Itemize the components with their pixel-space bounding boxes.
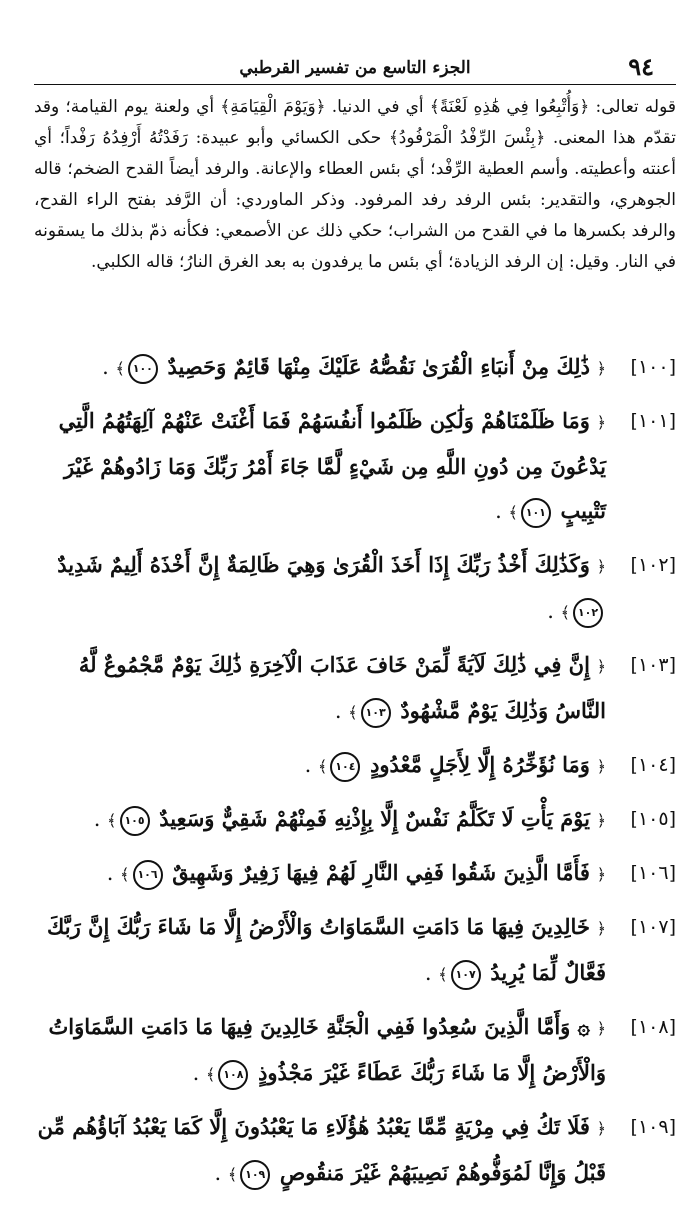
verse-row: [١٠٧] ﴿ خَالِدِينَ فِيهَا مَا دَامَتِ السَّمَاوَاتُ وَالْأَرْضُ إِلَّا مَا شَاءَ رَبُّكَ إِنَّ رَبَّكَ فَعَّالٌ لِّمَا يُرِيدُ ١٠٧﴾ .: [34, 905, 676, 997]
ornate-bracket-close: ﴾: [206, 1065, 216, 1084]
ayah-end-marker: ١٠٦: [133, 860, 163, 890]
verse-number: [١٠٧]: [630, 916, 676, 938]
ornate-bracket-close: ﴾: [120, 865, 130, 884]
ornate-bracket-open: ﴿: [596, 757, 606, 776]
ornate-bracket-close: ﴾: [560, 603, 570, 622]
ayah-end-marker: ١٠٢: [573, 598, 603, 628]
commentary-paragraph: [34, 92, 676, 278]
ornate-bracket-close: ﴾: [115, 359, 125, 378]
verse-text: خَالِدِينَ فِيهَا مَا دَامَتِ السَّمَاوَاتُ وَالْأَرْضُ إِلَّا مَا شَاءَ رَبُّكَ إِنَّ رَبَّكَ فَعَّالٌ لِّمَا يُرِيدُ: [47, 914, 606, 985]
ornate-bracket-open: ﴿: [596, 557, 606, 576]
ornate-bracket-close: ﴾: [227, 1165, 238, 1184]
verse-row: [١٠٥] ﴿ يَوْمَ يَأْتِ لَا تَكَلَّمُ نَفْسٌ إِلَّا بِإِذْنِهِ فَمِنْهُمْ شَقِيٌّ وَسَعِيدٌ ١٠٥﴾ .: [34, 797, 676, 843]
ornate-bracket-open: ﴿: [596, 1119, 606, 1138]
ornate-bracket-open: ﴿: [596, 811, 606, 830]
commentary-text: قوله تعالى: ﴿وَأُتْبِعُوا فِي هَٰذِهِ لَعْنَةً﴾ أي في الدنيا. ﴿وَيَوْمَ الْقِيَامَةِ﴾ أي ولعنة يوم القيامة؛ وقد تقدّم هذا المعنى. ﴿بِئْسَ الرِّفْدُ الْمَرْفُودُ﴾ حكى الكسائي وأبو عبيدة: رَفَدْتُهُ أَرْفِدُهُ رَفْداً؛ أي أعنته وأعطيته. وأسم العطية الرِّفْد؛ أي بئس العطاء والإعانة. والرفد أيضاً القدح الضخم؛ قاله الجوهري، والتقدير: بئس الرفد رفد المرفود. وذكر الماوردي: أن الرَّفد بفتح الراء القدح، والرفد بكسرها ما في القدح من الشراب؛ حكي ذلك عن الأصمعي: فكأنه ذمّ بذلك ما يسقونه في النار. وقيل: إن الرفد الزيادة؛ أي بئس ما يرفدون به بعد الغرق النارُ؛ قاله الكلبي.: [34, 97, 676, 272]
verse-text: فَلَا تَكُ فِي مِرْيَةٍ مِّمَّا يَعْبُدُ هَٰؤُلَاءِ مَا يَعْبُدُونَ إِلَّا كَمَا يَعْبُدُ آبَاؤُهُم مِّن قَبْلُ وَإِنَّا لَمُوَفُّوهُمْ نَصِيبَهُمْ غَيْرَ مَنقُوصٍ: [37, 1114, 606, 1185]
ornate-bracket-close: ﴾: [107, 811, 117, 830]
verse-text: وَمَا ظَلَمْنَاهُمْ وَلَٰكِن ظَلَمُوا أَنفُسَهُمْ فَمَا أَغْنَتْ عَنْهُمْ آلِهَتُهُمُ الَّتِي يَدْعُونَ مِن دُونِ اللَّهِ مِن شَيْءٍ لَّمَّا جَاءَ أَمْرُ رَبِّكَ وَمَا زَادُوهُمْ غَيْرَ تَتْبِيبٍ: [58, 408, 606, 523]
ornate-bracket-close: ﴾: [438, 965, 448, 984]
verse-text: وَمَا نُؤَخِّرُهُ إِلَّا لِأَجَلٍ مَّعْدُودٍ: [370, 752, 590, 777]
verse-number: [١٠٣]: [630, 654, 676, 676]
verse-number: [١٠٤]: [630, 754, 676, 776]
verse-row: [١٠٣] ﴿ إِنَّ فِي ذَٰلِكَ لَآيَةً لِّمَنْ خَافَ عَذَابَ الْآخِرَةِ ذَٰلِكَ يَوْمٌ مَّجْمُوعٌ لَّهُ النَّاسُ وَذَٰلِكَ يَوْمٌ مَّشْهُودٌ ١٠٣﴾ .: [34, 643, 676, 735]
running-title: الجزء التاسع من تفسير القرطبي: [239, 58, 471, 78]
verse-text: فَأَمَّا الَّذِينَ شَقُوا فَفِي النَّارِ لَهُمْ فِيهَا زَفِيرٌ وَشَهِيقٌ: [172, 860, 590, 885]
ayah-end-marker: ١٠١: [521, 498, 551, 528]
ornate-bracket-close: ﴾: [318, 757, 328, 776]
verse-text: ۞ وَأَمَّا الَّذِينَ سُعِدُوا فَفِي الْجَنَّةِ خَالِدِينَ فِيهَا مَا دَامَتِ السَّمَاوَاتُ وَالْأَرْضُ إِلَّا مَا شَاءَ رَبُّكَ عَطَاءً غَيْرَ مَجْذُوذٍ: [48, 1014, 606, 1085]
verse-number: [١٠٥]: [630, 808, 676, 830]
ornate-bracket-open: ﴿: [596, 919, 606, 938]
verse-row: [١٠٤] ﴿ وَمَا نُؤَخِّرُهُ إِلَّا لِأَجَلٍ مَّعْدُودٍ ١٠٤﴾ .: [34, 743, 676, 789]
ornate-bracket-close: ﴾: [508, 503, 518, 522]
verse-number: [١٠٦]: [630, 862, 676, 884]
ornate-bracket-close: ﴾: [348, 703, 358, 722]
verse-number: [١٠٩]: [630, 1116, 676, 1138]
ayah-end-marker: ١٠٧: [451, 960, 481, 990]
ayah-end-marker: ١٠٩: [240, 1160, 270, 1190]
verse-row: [١٠٠] ﴿ ذَٰلِكَ مِنْ أَنبَاءِ الْقُرَىٰ نَقُصُّهُ عَلَيْكَ مِنْهَا قَائِمٌ وَحَصِيدٌ ١٠٠﴾ .: [34, 345, 676, 391]
ornate-bracket-open: ﴿: [596, 657, 606, 676]
verse-number: [١٠١]: [630, 410, 676, 432]
verse-text: إِنَّ فِي ذَٰلِكَ لَآيَةً لِّمَنْ خَافَ عَذَابَ الْآخِرَةِ ذَٰلِكَ يَوْمٌ مَّجْمُوعٌ لَّهُ النَّاسُ وَذَٰلِكَ يَوْمٌ مَّشْهُودٌ: [78, 652, 606, 723]
ayah-end-marker: ١٠٥: [120, 806, 150, 836]
verse-row: [١٠٨] ﴿ ۞ وَأَمَّا الَّذِينَ سُعِدُوا فَفِي الْجَنَّةِ خَالِدِينَ فِيهَا مَا دَامَتِ السَّمَاوَاتُ وَالْأَرْضُ إِلَّا مَا شَاءَ رَبُّكَ عَطَاءً غَيْرَ مَجْذُوذٍ ١٠٨﴾ .: [34, 1005, 676, 1097]
verse-list: [34, 345, 676, 1205]
ornate-bracket-open: ﴿: [596, 865, 606, 884]
page-number: ٩٤: [628, 52, 654, 81]
verse-row: [١٠٦] ﴿ فَأَمَّا الَّذِينَ شَقُوا فَفِي النَّارِ لَهُمْ فِيهَا زَفِيرٌ وَشَهِيقٌ ١٠٦﴾ .: [34, 851, 676, 897]
verse-text: يَوْمَ يَأْتِ لَا تَكَلَّمُ نَفْسٌ إِلَّا بِإِذْنِهِ فَمِنْهُمْ شَقِيٌّ وَسَعِيدٌ: [159, 806, 590, 831]
verse-row: [١٠٩] ﴿ فَلَا تَكُ فِي مِرْيَةٍ مِّمَّا يَعْبُدُ هَٰؤُلَاءِ مَا يَعْبُدُونَ إِلَّا كَمَا يَعْبُدُ آبَاؤُهُم مِّن قَبْلُ وَإِنَّا لَمُوَفُّوهُمْ نَصِيبَهُمْ غَيْرَ مَنقُوصٍ ١٠٩﴾ .: [34, 1105, 676, 1197]
verse-text: ذَٰلِكَ مِنْ أَنبَاءِ الْقُرَىٰ نَقُصُّهُ عَلَيْكَ مِنْهَا قَائِمٌ وَحَصِيدٌ: [167, 354, 590, 379]
ayah-end-marker: ١٠٣: [361, 698, 391, 728]
page-header: [34, 50, 676, 85]
ayah-end-marker: ١٠٠: [128, 354, 158, 384]
verse-row: [١٠٢] ﴿ وَكَذَٰلِكَ أَخْذُ رَبِّكَ إِذَا أَخَذَ الْقُرَىٰ وَهِيَ ظَالِمَةٌ إِنَّ أَخْذَهُ أَلِيمٌ شَدِيدٌ ١٠٢﴾ .: [34, 543, 676, 635]
ayah-end-marker: ١٠٤: [330, 752, 360, 782]
verse-row: [١٠١] ﴿ وَمَا ظَلَمْنَاهُمْ وَلَٰكِن ظَلَمُوا أَنفُسَهُمْ فَمَا أَغْنَتْ عَنْهُمْ آلِهَتُهُمُ الَّتِي يَدْعُونَ مِن دُونِ اللَّهِ مِن شَيْءٍ لَّمَّا جَاءَ أَمْرُ رَبِّكَ وَمَا زَادُوهُمْ غَيْرَ تَتْبِيبٍ ١٠١﴾ .: [34, 399, 676, 535]
verse-text: وَكَذَٰلِكَ أَخْذُ رَبِّكَ إِذَا أَخَذَ الْقُرَىٰ وَهِيَ ظَالِمَةٌ إِنَّ أَخْذَهُ أَلِيمٌ شَدِيدٌ: [57, 552, 590, 577]
ornate-bracket-open: ﴿: [596, 413, 606, 432]
ornate-bracket-open: ﴿: [596, 1019, 606, 1038]
ornate-bracket-open: ﴿: [596, 359, 606, 378]
verse-number: [١٠٢]: [630, 554, 676, 576]
verse-number: [١٠٨]: [630, 1016, 676, 1038]
verse-number: [١٠٠]: [630, 356, 676, 378]
ayah-end-marker: ١٠٨: [218, 1060, 248, 1090]
